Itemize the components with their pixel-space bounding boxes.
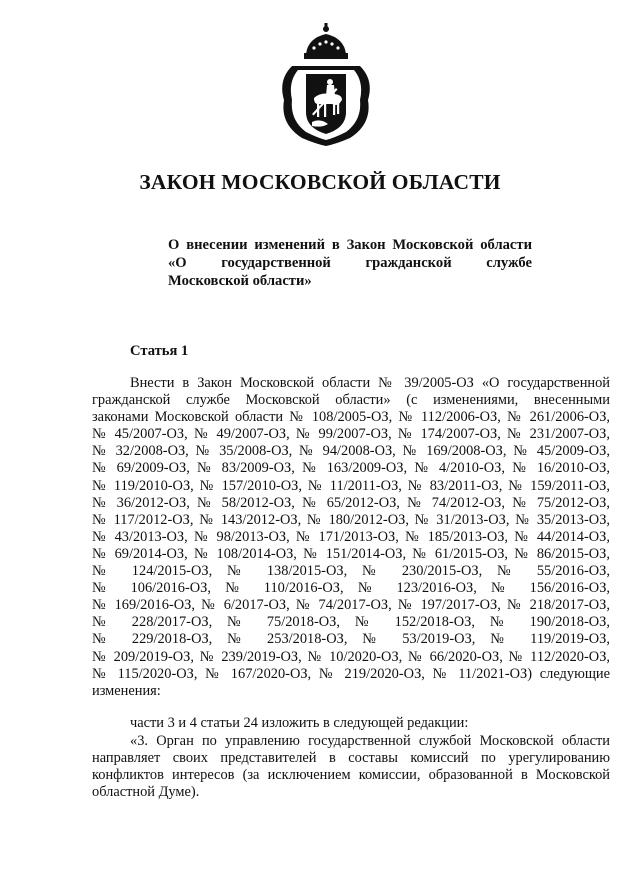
subject-line: «О государственной гражданской службе xyxy=(168,255,532,271)
body-line: № 43/2013-ОЗ, № 98/2013-ОЗ, № 171/2013-ОЗ, № 185/2013-ОЗ, № 44/2014-ОЗ, xyxy=(92,528,610,545)
body-line: № 117/2012-ОЗ, № 143/2012-ОЗ, № 180/2012-ОЗ, № 31/2013-ОЗ, № 35/2013-ОЗ, xyxy=(92,511,610,528)
article-heading: Статья 1 xyxy=(130,343,189,359)
body-line: № 209/2019-ОЗ, № 239/2019-ОЗ, № 10/2020-ОЗ, № 66/2020-ОЗ, № 112/2020-ОЗ, xyxy=(92,648,610,665)
body-line: гражданской службе Московской области» (с изменениями, внесенными xyxy=(92,392,610,409)
body-line: № 69/2009-ОЗ, № 83/2009-ОЗ, № 163/2009-ОЗ, № 4/2010-ОЗ, № 16/2010-ОЗ, xyxy=(92,460,610,477)
law-title: ЗАКОН МОСКОВСКОЙ ОБЛАСТИ xyxy=(139,170,501,194)
quote-line: направляет своих представителей в составы комиссий по урегулированию xyxy=(92,750,610,767)
subject-line: О внесении изменений в Закон Московской области xyxy=(168,237,532,253)
body-line: Внести в Закон Московской области № 39/2005-ОЗ «О государственной xyxy=(130,375,610,391)
moscow-oblast-coat-of-arms-icon xyxy=(272,20,380,148)
body-line: № 124/2015-ОЗ, № 138/2015-ОЗ, № 230/2015-ОЗ, № 55/2016-ОЗ, xyxy=(92,563,610,580)
body-line: № 36/2012-ОЗ, № 58/2012-ОЗ, № 65/2012-ОЗ, № 74/2012-ОЗ, № 75/2012-ОЗ, xyxy=(92,494,610,511)
body-line: № 228/2017-ОЗ, № 75/2018-ОЗ, № 152/2018-ОЗ, № 190/2018-ОЗ, xyxy=(92,614,610,631)
law-subject xyxy=(168,236,532,290)
body-line: № 106/2016-ОЗ, № 110/2016-ОЗ, № 123/2016-ОЗ, № 156/2016-ОЗ, xyxy=(92,580,610,597)
body-line: № 32/2008-ОЗ, № 35/2008-ОЗ, № 94/2008-ОЗ, № 169/2008-ОЗ, № 45/2009-ОЗ, xyxy=(92,443,610,460)
body-line: № 229/2018-ОЗ, № 253/2018-ОЗ, № 53/2019-ОЗ, № 119/2019-ОЗ, xyxy=(92,631,610,648)
quote-line: областной Думе). xyxy=(92,784,200,801)
body-line: № 119/2010-ОЗ, № 157/2010-ОЗ, № 11/2011-ОЗ, № 83/2011-ОЗ, № 159/2011-ОЗ, xyxy=(92,477,610,494)
coat-of-arms-emblem xyxy=(272,20,380,148)
amended-text xyxy=(92,733,610,801)
article-body xyxy=(92,375,610,700)
body-line: № 45/2007-ОЗ, № 49/2007-ОЗ, № 99/2007-ОЗ, № 174/2007-ОЗ, № 231/2007-ОЗ, xyxy=(92,426,610,443)
subject-line: Московской области» xyxy=(168,273,312,289)
body-line: № 69/2014-ОЗ, № 108/2014-ОЗ, № 151/2014-ОЗ, № 61/2015-ОЗ, № 86/2015-ОЗ, xyxy=(92,545,610,562)
body-line: изменения: xyxy=(92,682,161,699)
amendment-instruction: части 3 и 4 статьи 24 изложить в следующей редакции: xyxy=(130,715,469,731)
quote-line: конфликтов интересов (за исключением комиссии, образованной в Московской xyxy=(92,767,610,784)
body-line: № 115/2020-ОЗ, № 167/2020-ОЗ, № 219/2020-ОЗ, № 11/2021-ОЗ) следующие xyxy=(92,665,610,682)
body-line: законами Московской области № 108/2005-ОЗ, № 112/2006-ОЗ, № 261/2006-ОЗ, xyxy=(92,409,610,426)
quote-line: «3. Орган по управлению государственной службой Московской области xyxy=(130,733,610,749)
body-line: № 169/2016-ОЗ, № 6/2017-ОЗ, № 74/2017-ОЗ, № 197/2017-ОЗ, № 218/2017-ОЗ, xyxy=(92,597,610,614)
